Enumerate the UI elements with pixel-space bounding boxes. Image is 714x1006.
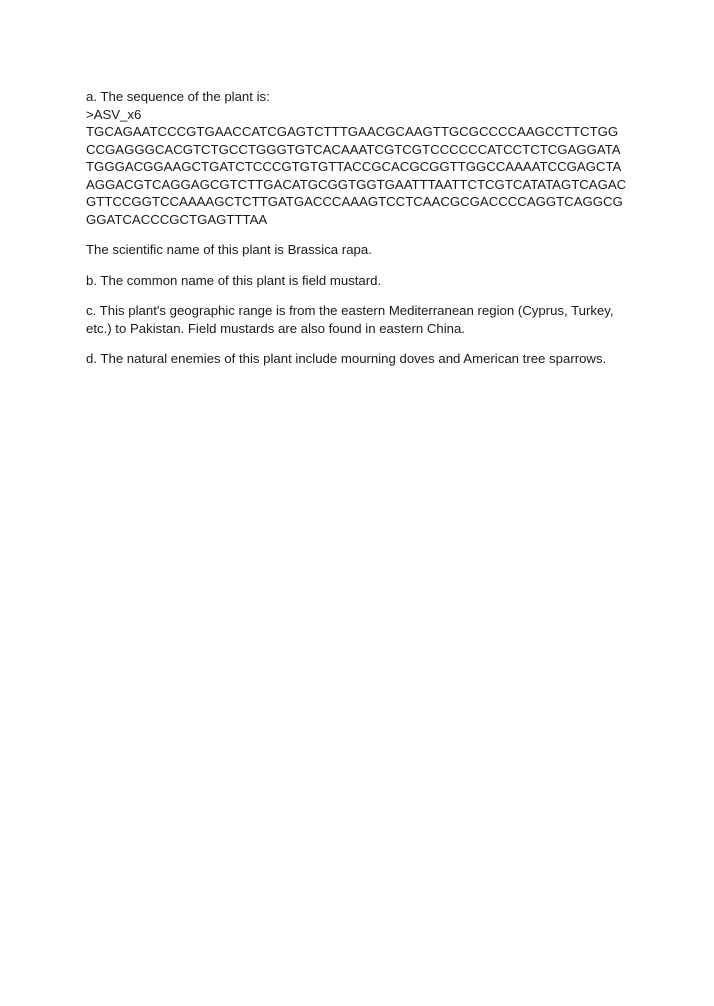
sequence-header: >ASV_x6 <box>86 106 142 122</box>
spacer <box>86 337 646 350</box>
spacer <box>86 259 646 272</box>
sequence-line: GTTCCGGTCCAAAAGCTCTTGATGACCCAAAGTCCTCAACGCGACCCCAGGTCAGGCG <box>86 194 623 209</box>
geographic-range-line-1: c. This plant's geographic range is from the eastern Mediterranean region (Cyprus, Turkey, <box>86 303 614 318</box>
sequence-line: AGGACGTCAGGAGCGTCTTGACATGCGGTGGTGAATTTAATTCTCGTCATATAGTCAGAC <box>86 176 627 192</box>
sequence-line: TGCAGAATCCCGTGAACCATCGAGTCTTTGAACGCAAGTTGCGCCCCAAGCCTTCTGG <box>86 124 619 139</box>
section-d <box>86 350 646 368</box>
sequence-line: TGGGACGGAAGCTGATCTCCCGTGTGTTACCGCACGCGGTTGGCCAAAATCCGAGCTA <box>86 159 622 174</box>
section-a <box>86 88 646 259</box>
common-name: b. The common name of this plant is field mustard. <box>86 272 382 288</box>
sequence-line: GGATCACCCGCTGAGTTTAA <box>86 211 268 227</box>
document-page <box>86 88 646 368</box>
natural-enemies: d. The natural enemies of this plant include mourning doves and American tree sparrows. <box>86 351 607 366</box>
section-c <box>86 302 646 337</box>
section-b <box>86 272 646 290</box>
spacer <box>86 289 646 302</box>
scientific-name: The scientific name of this plant is Brassica rapa. <box>86 242 372 257</box>
sequence-intro: a. The sequence of the plant is: <box>86 89 270 104</box>
geographic-range-line-2: etc.) to Pakistan. Field mustards are also found in eastern China. <box>86 320 465 336</box>
sequence-line: CCGAGGGCACGTCTGCCTGGGTGTCACAAATCGTCGTCCCCCCATCCTCTCGAGGATA <box>86 141 621 157</box>
spacer <box>86 228 646 241</box>
